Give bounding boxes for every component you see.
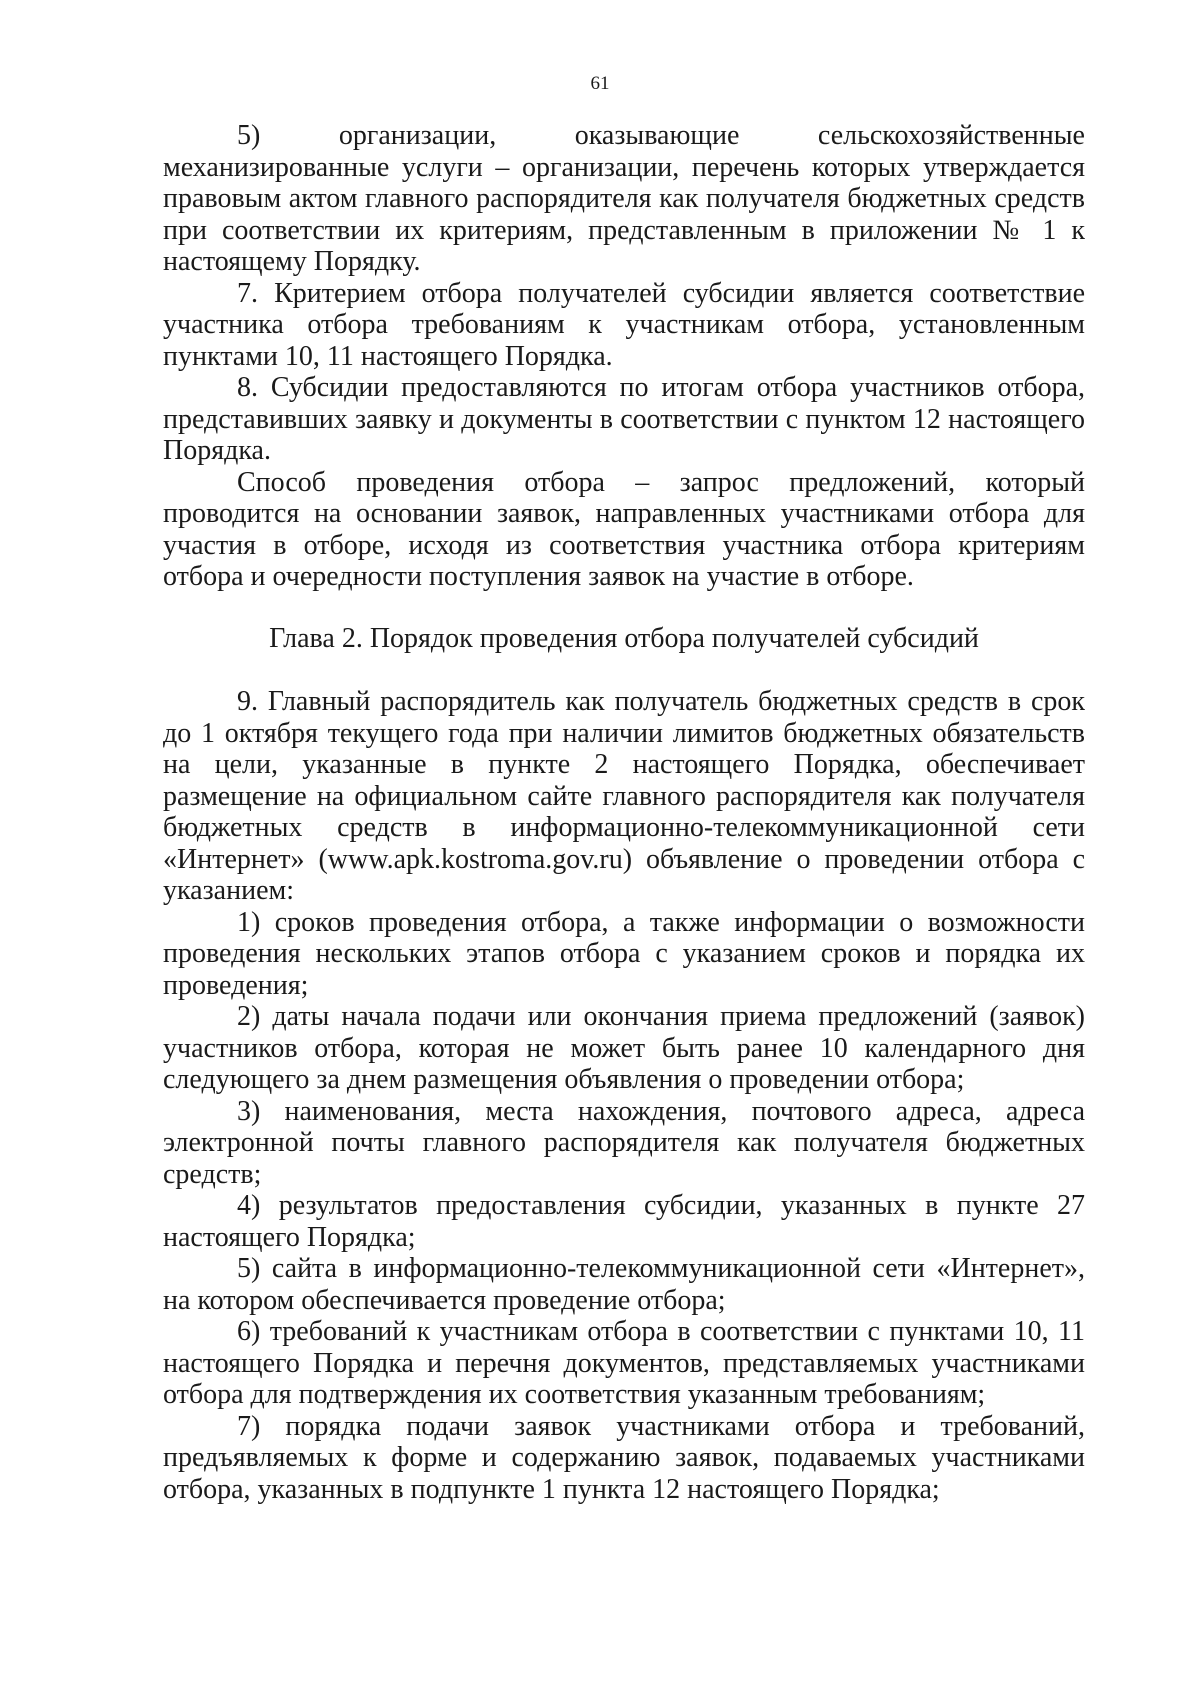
paragraph-clause-8: 8. Субсидии предоставляются по итогам отбора участников отбора, представивших заявку и документы в соответствии с пунктом 12 настоящего Порядка.: [163, 372, 1085, 466]
list-item-3: 3) наименования, места нахождения, почтового адреса, адреса электронной почты главного распорядителя как получателя бюджетных средств;: [163, 1095, 1085, 1190]
page-number: 61: [590, 73, 610, 94]
list-item-4: 4) результатов предоставления субсидии, указанных в пункте 27 настоящего Порядка;: [163, 1190, 1085, 1253]
paragraph-selection-method: Способ проведения отбора – запрос предложений, который проводится на основании заявок, направленных участниками отбора для участия в отборе, исходя из соответствия участника отбора критериям отбора и очередности поступления заявок на участие в отборе.: [163, 466, 1085, 592]
paragraph-clause-9: 9. Главный распорядитель как получатель бюджетных средств в срок до 1 октября текущего года при наличии лимитов бюджетных обязательств на цели, указанные в пункте 2 настоящего Порядка, обеспечивает размещение на официальном сайте главного распорядителя как получателя бюджетных средств в информационно-телекоммуникационной сети «Интернет» (www.apk.kostroma.gov.ru) объявление о проведении отбора с указанием:: [163, 686, 1085, 906]
paragraph-item-5-organizations: 5) организации, оказывающие сельскохозяйственные механизированные услуги – организации, перечень которых утверждается правовым актом главного распорядителя как получателя бюджетных средств при соответствии их критериям, представленным в приложении № 1 к настоящему Порядку.: [163, 120, 1085, 277]
paragraph-clause-7: 7. Критерием отбора получателей субсидии является соответствие участника отбора требованиям к участникам отбора, установленным пунктами 10, 11 настоящего Порядка.: [163, 277, 1085, 372]
document-body: [163, 120, 1085, 1505]
chapter-heading: Глава 2. Порядок проведения отбора получателей субсидий: [269, 622, 979, 654]
list-item-2: 2) даты начала подачи или окончания приема предложений (заявок) участников отбора, которая не может быть ранее 10 календарного дня следующего за днем размещения объявления о проведении отбора;: [163, 1001, 1085, 1095]
list-item-5: 5) сайта в информационно-телекоммуникационной сети «Интернет», на котором обеспечивается проведение отбора;: [163, 1253, 1085, 1316]
list-item-1: 1) сроков проведения отбора, а также информации о возможности проведения нескольких этапов отбора с указанием сроков и порядка их проведения;: [163, 906, 1085, 1001]
list-item-7: 7) порядка подачи заявок участниками отбора и требований, предъявляемых к форме и содержанию заявок, подаваемых участниками отбора, указанных в подпункте 1 пункта 12 настоящего Порядка;: [163, 1410, 1085, 1505]
list-item-6: 6) требований к участникам отбора в соответствии с пунктами 10, 11 настоящего Порядка и перечня документов, представляемых участниками отбора для подтверждения их соответствия указанным требованиям;: [163, 1316, 1085, 1410]
